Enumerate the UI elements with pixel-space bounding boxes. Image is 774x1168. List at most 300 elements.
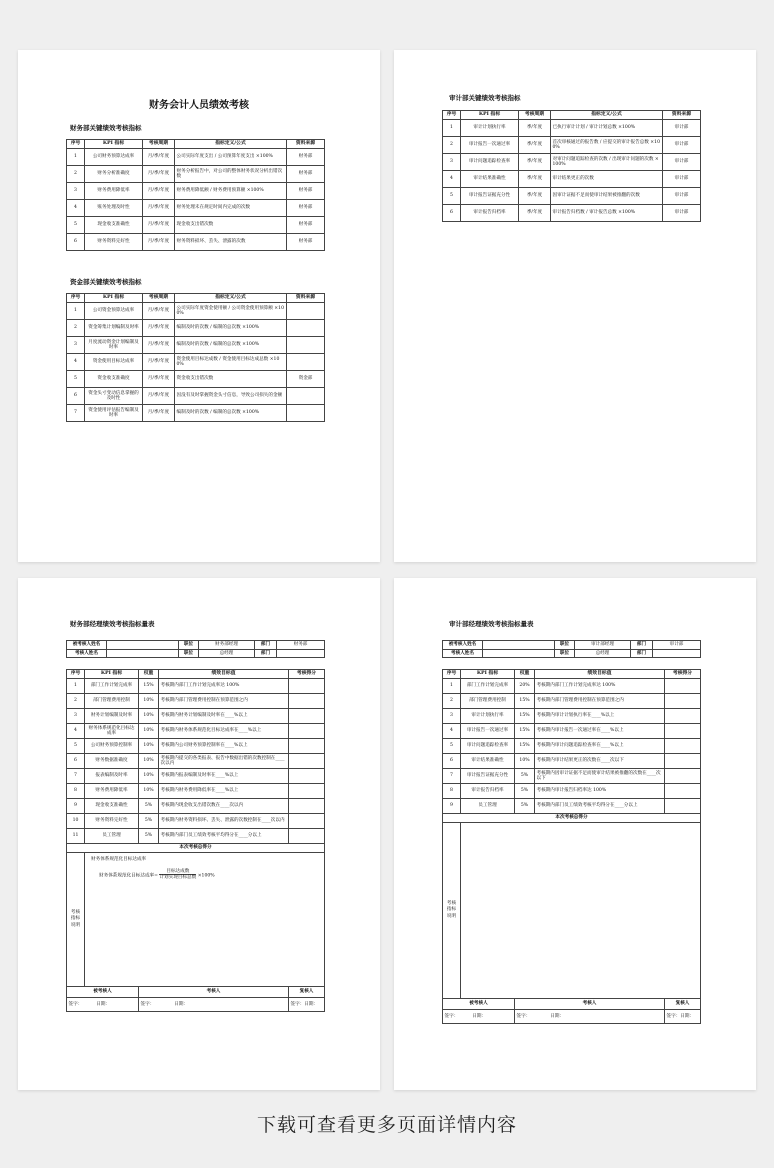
table-cell: 4 [67,354,85,371]
table-cell: 财务资料完好性 [85,234,143,251]
assessor-name-label: 考核人姓名 [67,649,107,658]
table-cell: 6 [67,388,85,405]
table-cell: 首次审核通过的报告数 / 应提交的审计报告总数 ×100% [551,137,663,154]
column-header: 考核周期 [143,294,175,303]
table-row [67,200,325,217]
table-row [67,371,325,388]
sign-label: 签字： [666,1013,681,1019]
assessor-dept [653,649,701,658]
table-row [443,171,701,188]
table-cell [287,320,325,337]
sign-cell-assessee[interactable] [443,1010,515,1024]
table-row [67,320,325,337]
sign-header-assessor: 考核人 [515,999,665,1010]
table-cell: 考核期内公司财务预算控制率在____%以上 [159,739,289,754]
table-cell: 因没有及时掌握资金头寸信息，导致公司损失的金额 [175,388,287,405]
table-cell [287,388,325,405]
assessee-dept: 财务部 [277,641,325,650]
table-cell: 月/季/年度 [143,354,175,371]
table-row [67,769,325,784]
table-row [67,337,325,354]
table-cell [287,337,325,354]
score-cell[interactable] [289,769,325,784]
table-cell: 财务处理未在规定时间内完成的次数 [175,200,287,217]
table-cell: 资金收支出错次数 [175,371,287,388]
scale-table [442,669,701,1024]
note-label-text: 考核指标说明 [70,909,81,928]
column-header: 序号 [443,670,461,679]
table-cell: 员工管理 [85,829,139,844]
table-cell: 考核期内部门工作计划完成率达 100% [535,679,665,694]
column-header: 资料来源 [287,294,325,303]
table-cell: 审计问题追踪检查率 [461,739,515,754]
column-header: 资料来源 [663,111,701,120]
table-row [443,784,701,799]
table-cell: 1 [67,149,85,166]
column-header: KPI 指标 [85,140,143,149]
table-cell: 20% [515,679,535,694]
table-cell: 资金使用目标达成率 [85,354,143,371]
formula-prefix: 财务体系规范化目标达成率= [99,873,158,878]
column-header: 序号 [67,670,85,679]
table-row [443,137,701,154]
table-cell: 7 [67,769,85,784]
page-finance-kpi [18,50,380,562]
column-header: 考核周期 [519,111,551,120]
assessee-name-value[interactable] [483,641,555,650]
table-cell: 3 [443,154,461,171]
table-cell: 6 [67,754,85,769]
scale-table [66,669,325,1012]
note-content[interactable] [85,853,325,987]
note-label [443,823,461,999]
table-cell: 考核期内财务费用降低率在____%以上 [159,784,289,799]
table-cell: 9 [443,799,461,814]
table-cell: 财务费用降低率 [85,784,139,799]
table-cell: 9 [67,799,85,814]
table-cell: 考核期内提交的各类报表、报告中数据出错的次数控制在____次以内 [159,754,289,769]
score-cell[interactable] [665,769,701,784]
table-row [67,388,325,405]
column-header: 资料来源 [287,140,325,149]
table-cell: 季/年度 [519,188,551,205]
table-cell: 6 [67,234,85,251]
sign-label: 签字： [140,1001,155,1007]
table-cell: 部门工作计划完成率 [85,679,139,694]
score-cell[interactable] [665,754,701,769]
dept-label: 部门 [631,649,653,658]
sign-cell-assessor[interactable] [139,998,289,1012]
table-row [67,724,325,739]
scale-title: 财务部经理绩效考核指标量表 [70,620,155,628]
table-cell: 季/年度 [519,137,551,154]
table-row [443,754,701,769]
table-cell: 季/年度 [519,171,551,188]
table-cell: 财务部 [287,200,325,217]
assessor-name-value[interactable] [483,649,555,658]
table-row [67,183,325,200]
sign-cell-reviewer[interactable] [665,1010,701,1024]
sign-cell-reviewer[interactable] [289,998,325,1012]
position-label: 职位 [179,641,199,650]
date-label: 日期： [304,1001,319,1007]
table-cell: 5% [139,814,159,829]
table-cell: 资金收支准确度 [85,371,143,388]
section-title-finance: 财务部关键绩效考核指标 [70,124,142,132]
column-header: 指标定义/公式 [551,111,663,120]
table-cell: 审计计划执行率 [461,120,519,137]
table-cell: 月度流动资金计划编制及时率 [85,337,143,354]
table-row [67,814,325,829]
table-cell: 财务部 [287,234,325,251]
page-title: 财务会计人员绩效考核 [149,100,249,111]
table-cell: 资金部 [287,371,325,388]
table-cell: 考核期内审计问题追踪检查率在____%以上 [535,739,665,754]
table-cell: 审计报告归档率 [461,205,519,222]
table-cell: 考核期内财务资料损坏、丢失、泄露的次数控制在____次以内 [159,814,289,829]
table-cell: 财务计划编制及时率 [85,709,139,724]
score-cell[interactable] [289,724,325,739]
table-cell: 财务费用降低率 [85,183,143,200]
table-cell: 季/年度 [519,120,551,137]
table-row [443,679,701,694]
table-row [67,739,325,754]
total-score-label: 本次考核总得分 [67,844,325,853]
table-cell: 审计部 [663,120,701,137]
table-cell: 考核期内因审计证据不足而使审计结果被推翻的次数在____次以下 [535,769,665,784]
table-cell: 公司实际年度资金使用额 / 公司资金使用预算额 ×100% [175,303,287,320]
assessor-dept [277,649,325,658]
table-cell: 月/季/年度 [143,149,175,166]
table-cell: 考核期内审计结果更正的次数在____次以下 [535,754,665,769]
table-cell: 10% [515,754,535,769]
table-row [67,234,325,251]
assessee-name-value[interactable] [107,641,179,650]
position-label: 职位 [555,641,575,650]
table-cell: 公司实际年度支出 / 公司预算年度支出 ×100% [175,149,287,166]
column-header: 权重 [515,670,535,679]
formula-numerator: 目标达成数 [159,869,196,876]
score-cell[interactable] [665,739,701,754]
table-cell: 现金收支准确性 [85,799,139,814]
table-row [443,188,701,205]
dept-label: 部门 [255,649,277,658]
table-cell: 7 [443,769,461,784]
audit-kpi-table [442,110,701,222]
table-cell: 考核期内财务体系规范化目标达成率在____%以上 [159,724,289,739]
table-cell: 3 [67,709,85,724]
sign-cell-assessor[interactable] [515,1010,665,1024]
position-label: 职位 [555,649,575,658]
sign-header-assessee: 被考核人 [67,987,139,998]
score-cell[interactable] [289,829,325,844]
table-cell: 2 [67,320,85,337]
table-cell: 月/季/年度 [143,166,175,183]
table-row [67,405,325,422]
table-row [67,784,325,799]
table-cell: 1 [443,120,461,137]
table-cell: 审计结果更正的次数 [551,171,663,188]
table-cell: 考核期内部门员工绩效考核平均得分在____分以上 [159,829,289,844]
sign-header-assessor: 考核人 [139,987,289,998]
formula-denominator: 计划实现目标总数 [159,875,197,880]
table-cell: 1 [443,679,461,694]
section-title-audit: 审计部关键绩效考核指标 [449,94,521,102]
table-row [443,205,701,222]
table-cell [287,303,325,320]
table-cell: 账务处理及时性 [85,200,143,217]
table-row [443,709,701,724]
table-cell: 8 [443,784,461,799]
table-cell: 资金头寸变动信息掌握的及时性 [85,388,143,405]
table-cell: 15% [515,709,535,724]
column-header: 权重 [139,670,159,679]
table-cell: 审计报告证据充分性 [461,188,519,205]
table-cell: 编制及时的次数 / 编制的总次数 ×100% [175,320,287,337]
table-cell: 7 [67,405,85,422]
score-cell[interactable] [289,754,325,769]
table-cell: 财务分析准确度 [85,166,143,183]
score-cell[interactable] [289,679,325,694]
table-cell: 审计部 [663,171,701,188]
table-cell: 10% [139,709,159,724]
table-row [443,724,701,739]
table-cell: 审计结果准确性 [461,171,519,188]
note-label-text: 考核指标说明 [446,900,457,919]
table-row [67,799,325,814]
score-cell[interactable] [665,694,701,709]
assessee-name-label: 被考核人姓名 [67,641,107,650]
table-cell: 审计报告证据充分性 [461,769,515,784]
table-row [67,149,325,166]
table-cell: 财务资料损坏、丢失、泄露的次数 [175,234,287,251]
table-cell: 季/年度 [519,154,551,171]
table-cell: 季/年度 [519,205,551,222]
formula-suffix: ×100% [197,873,215,878]
column-header: KPI 指标 [461,111,519,120]
table-row [67,829,325,844]
table-cell: 资金使用目标达成数 / 资金使用目标达成总数 ×100% [175,354,287,371]
table-cell: 15% [139,679,159,694]
section-title-fund: 资金部关键绩效考核指标 [70,278,142,286]
table-cell: 财务分析报告中，对公司的整体财务状况分析出错次数 [175,166,287,183]
assessor-position: 总经理 [199,649,255,658]
table-cell: 公司财务预算达成率 [85,149,143,166]
table-cell: 审计结果准确性 [461,754,515,769]
table-cell: 因审计证据不足而使审计结果被推翻的次数 [551,188,663,205]
assessor-name-value[interactable] [107,649,179,658]
table-cell: 5% [515,799,535,814]
table-cell: 审计报告归档数 / 审计报告总数 ×100% [551,205,663,222]
table-cell: 5 [67,217,85,234]
table-cell: 财务体系规范化目标达成率 [85,724,139,739]
info-table [66,640,325,658]
column-header: KPI 指标 [85,670,139,679]
table-cell: 编制及时的次数 / 编制的总次数 ×100% [175,337,287,354]
score-cell[interactable] [289,814,325,829]
score-cell[interactable] [289,799,325,814]
table-cell: 审计部 [663,205,701,222]
table-row [443,799,701,814]
sign-label: 签字： [516,1013,531,1019]
table-row [67,679,325,694]
score-cell[interactable] [665,709,701,724]
column-header: 序号 [67,140,85,149]
note-content[interactable] [461,823,701,999]
column-header: 指标定义/公式 [175,294,287,303]
table-cell: 财务部 [287,149,325,166]
column-header: KPI 指标 [461,670,515,679]
date-label: 日期： [680,1013,695,1019]
table-cell: 15% [515,694,535,709]
table-cell: 财务数据准确度 [85,754,139,769]
table-cell: 2 [67,166,85,183]
fund-kpi-table [66,293,325,422]
table-cell: 考核期内现金收支出错次数在____次以内 [159,799,289,814]
table-cell: 考核期内审计报告归档率达 100% [535,784,665,799]
table-cell: 10% [139,754,159,769]
assessee-dept: 审计部 [653,641,701,650]
score-cell[interactable] [289,784,325,799]
table-cell: 2 [443,694,461,709]
table-cell: 财务部 [287,217,325,234]
table-cell: 1 [67,679,85,694]
assessee-position: 审计部经理 [575,641,631,650]
page-audit-kpi [394,50,756,562]
table-cell: 3 [67,337,85,354]
page-audit-manager-scale [394,578,756,1090]
assessor-name-label: 考核人姓名 [443,649,483,658]
date-label: 日期： [96,1001,111,1007]
total-score-label: 本次考核总得分 [443,814,701,823]
table-row [67,709,325,724]
table-row [67,694,325,709]
table-cell: 月/季/年度 [143,388,175,405]
table-row [67,303,325,320]
sign-header-assessee: 被考核人 [443,999,515,1010]
table-cell: 3 [67,183,85,200]
table-cell: 已执行审计计划 / 审计计划总数 ×100% [551,120,663,137]
table-cell: 审计报告一次通过率 [461,724,515,739]
table-cell: 资金筹集计划编制及时率 [85,320,143,337]
table-row [443,694,701,709]
table-cell: 5 [443,188,461,205]
table-cell: 考核期内部门管理费用控制在预算范围之内 [159,694,289,709]
table-cell: 1 [67,303,85,320]
table-cell: 审计部 [663,137,701,154]
score-cell[interactable] [289,694,325,709]
sign-label: 签字： [444,1013,459,1019]
table-cell: 5% [139,799,159,814]
table-cell: 10% [139,694,159,709]
table-cell: 10 [67,814,85,829]
date-label: 日期： [174,1001,189,1007]
date-label: 日期： [550,1013,565,1019]
table-cell: 月/季/年度 [143,200,175,217]
table-cell: 考核期内部门员工绩效考核平均得分在____分以上 [535,799,665,814]
table-cell: 4 [443,724,461,739]
table-cell: 月/季/年度 [143,405,175,422]
table-cell: 5 [67,371,85,388]
position-label: 职位 [179,649,199,658]
table-cell: 财务部 [287,183,325,200]
table-cell: 考核期内审计计划执行率在____%以上 [535,709,665,724]
column-header: 指标定义/公式 [175,140,287,149]
table-cell: 2 [67,694,85,709]
table-cell: 5 [67,739,85,754]
table-row [443,120,701,137]
table-cell: 编制及时的次数 / 编制的总次数 ×100% [175,405,287,422]
table-cell: 月/季/年度 [143,217,175,234]
table-cell: 10% [139,769,159,784]
table-cell: 4 [67,724,85,739]
table-cell: 审计报告归档率 [461,784,515,799]
scale-title: 审计部经理绩效考核指标量表 [449,620,534,628]
table-cell: 财务部 [287,166,325,183]
table-cell: 5% [139,829,159,844]
table-cell: 现金收支准确性 [85,217,143,234]
table-cell: 10% [139,784,159,799]
table-cell: 8 [67,784,85,799]
table-cell: 10% [139,739,159,754]
table-row [443,769,701,784]
score-cell[interactable] [665,679,701,694]
table-cell: 部门工作计划完成率 [461,679,515,694]
column-header: 序号 [67,294,85,303]
table-row [443,739,701,754]
note-label [67,853,85,987]
assessee-position: 财务部经理 [199,641,255,650]
table-cell: 月/季/年度 [143,234,175,251]
table-cell: 部门管理费用控制 [85,694,139,709]
score-cell[interactable] [665,784,701,799]
table-cell: 现金收支出错次数 [175,217,287,234]
assessor-position: 总经理 [575,649,631,658]
table-cell: 月/季/年度 [143,303,175,320]
sign-cell-assessee[interactable] [67,998,139,1012]
note-line: 财务体系规范化目标达成率 [91,857,147,862]
table-cell: 考核期内部门工作计划完成率达 100% [159,679,289,694]
table-cell: 2 [443,137,461,154]
score-cell[interactable] [665,799,701,814]
column-header: KPI 指标 [85,294,143,303]
assessee-name-label: 被考核人姓名 [443,641,483,650]
table-cell [287,354,325,371]
score-cell[interactable] [289,739,325,754]
score-cell[interactable] [289,709,325,724]
formula-fraction [159,869,196,881]
table-cell: 考核期内部门管理费用控制在预算范围之内 [535,694,665,709]
table-cell: 6 [443,205,461,222]
table-row [67,354,325,371]
table-row [67,166,325,183]
column-header: 考核得分 [665,670,701,679]
table-cell: 审计部 [663,154,701,171]
table-cell: 公司资金预算达成率 [85,303,143,320]
table-cell: 财务费用降低额 / 财务费用预算额 ×100% [175,183,287,200]
score-cell[interactable] [665,724,701,739]
table-cell: 对审计问题追踪检查的次数 / 出现审计问题的次数 ×100% [551,154,663,171]
table-cell: 考核期内审计报告一次通过率在____%以上 [535,724,665,739]
table-cell: 审计计划执行率 [461,709,515,724]
table-cell: 11 [67,829,85,844]
table-cell [287,405,325,422]
table-cell: 审计报告一次通过率 [461,137,519,154]
column-header: 考核周期 [143,140,175,149]
sign-label: 签字： [68,1001,83,1007]
table-cell: 4 [443,171,461,188]
table-cell: 3 [443,709,461,724]
